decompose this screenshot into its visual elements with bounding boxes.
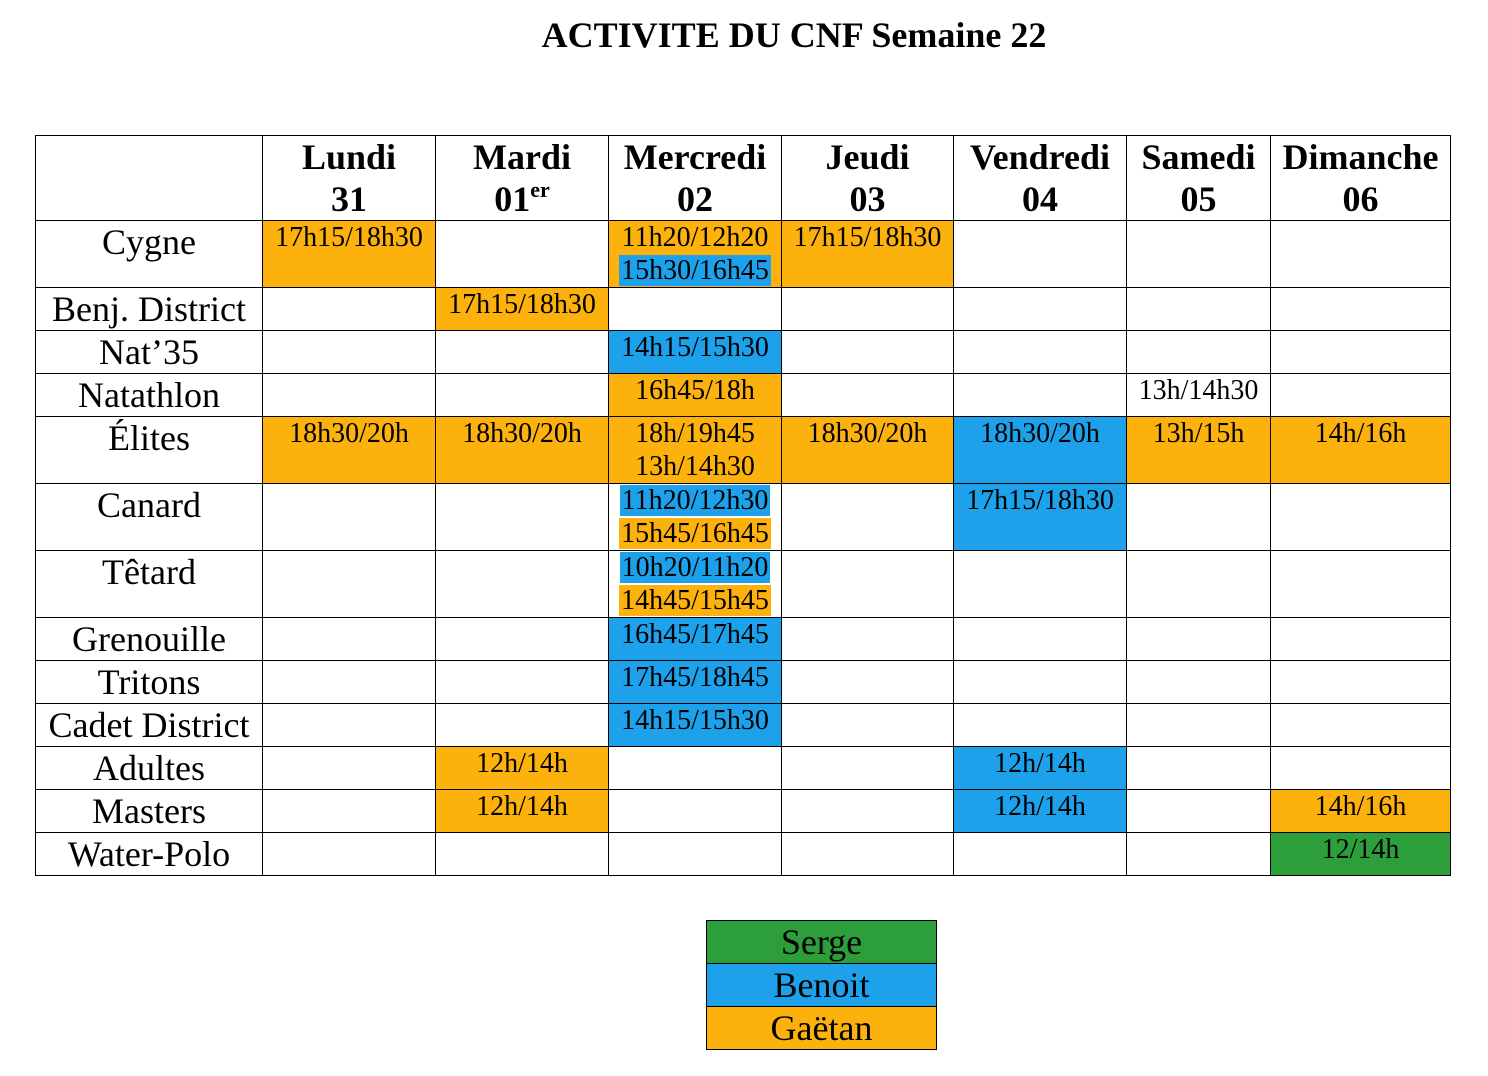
empty-schedule-cell [1271,704,1450,746]
empty-schedule-cell [263,618,435,660]
empty-schedule-cell [609,288,781,330]
empty-schedule-cell [1127,747,1270,789]
empty-schedule-cell [436,833,608,875]
time-slot [954,417,1126,450]
empty-schedule-cell [436,551,608,617]
time-text: 11h20/12h20 [621,222,769,253]
empty-schedule-cell [263,374,435,416]
schedule-cell [954,417,1126,483]
empty-schedule-cell [436,661,608,703]
empty-schedule-cell [954,618,1126,660]
empty-schedule-cell [1271,374,1450,416]
day-header-cell [436,136,608,220]
day-date [436,178,608,220]
empty-schedule-cell [782,833,953,875]
time-slot [263,417,435,450]
schedule-cell [436,790,608,832]
day-name: Vendredi [969,137,1111,177]
time-slot [436,747,608,780]
empty-schedule-cell [1127,704,1270,746]
group-label: Adultes [36,747,262,789]
day-name: Lundi [301,137,397,177]
page-title: ACTIVITE DU CNF Semaine 22 [541,15,1047,55]
time-slot [1271,833,1450,866]
empty-schedule-cell [782,618,953,660]
time-text: 15h45/16h45 [621,518,769,549]
time-slot [609,417,781,450]
schedule-cell [1127,374,1270,416]
group-label: Water-Polo [36,833,262,875]
day-date [954,178,1126,220]
time-text: 14h15/15h30 [621,705,769,736]
empty-schedule-cell [263,484,435,550]
empty-schedule-cell [1127,288,1270,330]
time-text: 12h/14h [994,748,1086,779]
time-slot [1271,417,1450,450]
schedule-cell [609,331,781,373]
empty-schedule-cell [263,288,435,330]
schedule-cell [609,484,781,550]
group-label: Grenouille [36,618,262,660]
coach-legend [706,920,937,1050]
time-slot [609,484,781,517]
group-label: Élites [36,417,262,483]
empty-schedule-cell [782,790,953,832]
time-text: 13h/14h30 [635,451,755,482]
empty-schedule-cell [1271,747,1450,789]
schedule-cell [609,417,781,483]
empty-schedule-cell [436,374,608,416]
day-date [1271,178,1450,220]
empty-schedule-cell [1271,221,1450,287]
empty-schedule-cell [954,704,1126,746]
schedule-cell [782,221,953,287]
time-slot [609,661,781,694]
schedule-cell [1271,790,1450,832]
empty-schedule-cell [954,661,1126,703]
time-slot [1271,790,1450,823]
empty-schedule-cell [263,833,435,875]
time-text: 17h15/18h30 [448,289,596,320]
empty-schedule-cell [782,288,953,330]
empty-schedule-cell [782,484,953,550]
schedule-cell [609,374,781,416]
empty-schedule-cell [263,790,435,832]
schedule-cell [263,221,435,287]
schedule-cell [609,551,781,617]
time-slot [609,584,781,617]
time-slot [954,790,1126,823]
time-text: 16h45/18h [635,375,755,406]
time-text: 13h/14h30 [1138,375,1259,406]
schedule-table [35,135,1451,876]
empty-schedule-cell [609,790,781,832]
time-text: 17h15/18h30 [275,222,423,253]
time-slot [609,704,781,737]
time-slot [609,221,781,254]
time-text: 12/14h [1321,834,1400,865]
day-header-cell [609,136,781,220]
time-slot [263,221,435,254]
time-slot [954,747,1126,780]
group-label: Masters [36,790,262,832]
empty-schedule-cell [436,704,608,746]
empty-schedule-cell [1271,551,1450,617]
day-number: 05 [1180,179,1217,219]
day-date [1127,178,1270,220]
schedule-cell [609,221,781,287]
empty-schedule-cell [954,221,1126,287]
header-corner-cell [36,136,262,220]
day-name: Jeudi [825,137,910,177]
empty-schedule-cell [1271,661,1450,703]
schedule-cell [609,661,781,703]
time-text: 18h30/20h [980,418,1100,449]
time-slot [609,618,781,651]
empty-schedule-cell [954,551,1126,617]
time-slot [782,417,953,450]
day-number: 01 [494,179,531,219]
empty-schedule-cell [782,374,953,416]
time-text: 16h45/17h45 [621,619,769,650]
empty-schedule-cell [1127,618,1270,660]
schedule-cell [954,747,1126,789]
empty-schedule-cell [782,704,953,746]
group-label: Canard [36,484,262,550]
group-label: Nat’35 [36,331,262,373]
time-text: 14h45/15h45 [621,585,769,616]
time-text: 17h15/18h30 [793,222,942,253]
schedule-cell [954,790,1126,832]
empty-schedule-cell [782,661,953,703]
time-text: 12h/14h [476,791,568,822]
legend-item: Serge [707,921,936,963]
time-text: 12h/14h [994,791,1086,822]
day-number: 31 [331,179,367,219]
day-header-cell [954,136,1126,220]
time-slot [1127,374,1270,407]
schedule-cell [609,618,781,660]
day-number: 03 [849,179,886,219]
day-date [609,178,781,220]
schedule-cell [436,417,608,483]
time-text: 18h/19h45 [635,418,755,449]
schedule-cell [1127,417,1270,483]
time-slot [954,484,1126,517]
group-label: Cygne [36,221,262,287]
time-text: 13h/15h [1152,418,1245,449]
empty-schedule-cell [263,331,435,373]
time-text: 18h30/20h [289,418,409,449]
day-header-cell [1127,136,1270,220]
empty-schedule-cell [1271,331,1450,373]
time-text: 11h20/12h30 [621,485,769,516]
empty-schedule-cell [782,331,953,373]
day-date [263,178,435,220]
empty-schedule-cell [263,661,435,703]
time-slot [436,417,608,450]
time-slot [436,288,608,321]
empty-schedule-cell [1127,833,1270,875]
time-slot [609,450,781,483]
empty-schedule-cell [436,618,608,660]
schedule-cell [782,417,953,483]
day-header-cell [263,136,435,220]
time-slot [609,331,781,364]
empty-schedule-cell [263,704,435,746]
day-number: 04 [1022,179,1058,219]
time-text: 18h30/20h [462,418,582,449]
schedule-cell [1271,417,1450,483]
empty-schedule-cell [1127,221,1270,287]
empty-schedule-cell [1127,661,1270,703]
day-number-suffix: er [530,177,550,202]
time-text: 14h15/15h30 [621,332,769,363]
group-label: Têtard [36,551,262,617]
time-slot [609,374,781,407]
empty-schedule-cell [1271,618,1450,660]
day-name: Samedi [1141,137,1256,177]
schedule-cell [436,288,608,330]
time-slot [782,221,953,254]
empty-schedule-cell [1127,484,1270,550]
empty-schedule-cell [1127,331,1270,373]
empty-schedule-cell [1127,551,1270,617]
empty-schedule-cell [954,833,1126,875]
time-text: 18h30/20h [807,418,928,449]
group-label: Benj. District [36,288,262,330]
time-slot [436,790,608,823]
day-name: Dimanche [1282,137,1439,177]
day-header-cell [1271,136,1450,220]
empty-schedule-cell [609,833,781,875]
day-number: 02 [677,179,713,219]
day-number: 06 [1342,179,1379,219]
empty-schedule-cell [1271,484,1450,550]
time-text: 14h/16h [1314,791,1407,822]
empty-schedule-cell [1271,288,1450,330]
schedule-cell [954,484,1126,550]
time-text: 17h15/18h30 [966,485,1114,516]
time-slot [609,551,781,584]
time-slot [609,254,781,287]
legend-item: Benoit [707,964,936,1006]
day-header-cell [782,136,953,220]
empty-schedule-cell [609,747,781,789]
empty-schedule-cell [954,331,1126,373]
empty-schedule-cell [954,288,1126,330]
empty-schedule-cell [954,374,1126,416]
empty-schedule-cell [436,484,608,550]
empty-schedule-cell [263,747,435,789]
time-slot [1127,417,1270,450]
day-name: Mardi [473,137,571,177]
schedule-cell [263,417,435,483]
group-label: Tritons [36,661,262,703]
time-text: 10h20/11h20 [621,552,769,583]
group-label: Cadet District [36,704,262,746]
time-text: 15h30/16h45 [621,255,769,286]
time-text: 14h/16h [1314,418,1407,449]
empty-schedule-cell [782,747,953,789]
schedule-cell [609,704,781,746]
time-text: 12h/14h [476,748,568,779]
empty-schedule-cell [1127,790,1270,832]
time-text: 17h45/18h45 [621,662,769,693]
empty-schedule-cell [436,331,608,373]
legend-item: Gaëtan [707,1007,936,1049]
empty-schedule-cell [782,551,953,617]
group-label: Natathlon [36,374,262,416]
empty-schedule-cell [436,221,608,287]
schedule-cell [436,747,608,789]
empty-schedule-cell [263,551,435,617]
day-date [782,178,953,220]
time-slot [609,517,781,550]
day-name: Mercredi [623,137,767,177]
schedule-cell [1271,833,1450,875]
